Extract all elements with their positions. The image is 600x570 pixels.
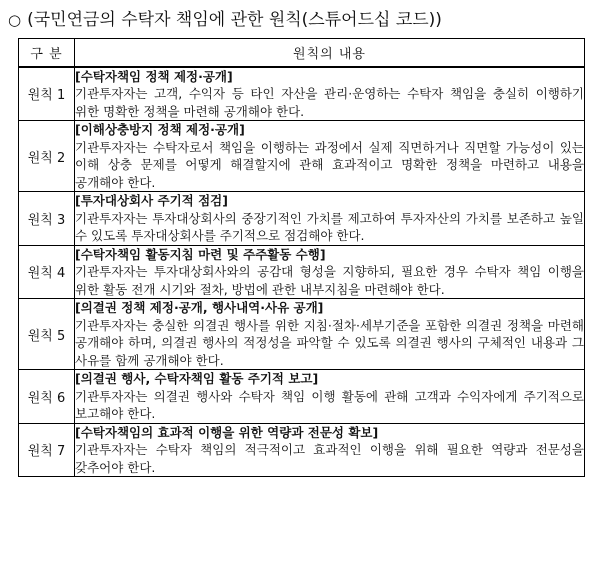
principle-body: 기관투자자는 충실한 의결권 행사를 위한 지침·절차·세부기준을 포함한 의결권 정책을 마련해 공개해야 하며, 의결권 행사의 적정성을 파악할 수 있도록 의결권 행사의 구체적인 내용과 그 사유를 함께 공개해야 한다. bbox=[75, 317, 584, 368]
principle-content bbox=[75, 121, 585, 192]
principle-content bbox=[75, 370, 585, 424]
principle-content bbox=[75, 245, 585, 299]
principle-heading: [수탁자책임 정책 제정·공개] bbox=[75, 68, 233, 84]
table-row bbox=[19, 299, 585, 370]
principle-content bbox=[75, 423, 585, 477]
principle-heading: [수탁자책임의 효과적 이행을 위한 역량과 전문성 확보] bbox=[75, 424, 379, 440]
document-title bbox=[8, 6, 442, 34]
principle-label: 원칙 2 bbox=[19, 121, 75, 192]
principle-heading: [수탁자책임 활동지침 마련 및 주주활동 수행] bbox=[75, 246, 326, 262]
principle-heading: [이해상충방지 정책 제정·공개] bbox=[75, 122, 245, 137]
principle-label: 원칙 6 bbox=[19, 370, 75, 424]
principle-heading: [투자대상회사 주기적 점검] bbox=[75, 193, 228, 208]
principle-content bbox=[75, 299, 585, 370]
principle-body: 기관투자자는 의결권 행사와 수탁자 책임 이행 활동에 관해 고객과 수익자에게 주기적으로 보고해야 한다. bbox=[75, 388, 584, 421]
bullet-icon: ○ bbox=[8, 11, 22, 29]
table-header-row bbox=[19, 39, 585, 67]
principle-body: 기관투자자는 수탁자 책임의 적극적이고 효과적인 이행을 위해 필요한 역량과 전문성을 갖추어야 한다. bbox=[75, 442, 584, 475]
table-row bbox=[19, 192, 585, 246]
table-row bbox=[19, 423, 585, 477]
principle-body: 기관투자자는 투자대상회사의 중장기적인 가치를 제고하여 투자자산의 가치를 보존하고 높일 수 있도록 투자대상회사를 주기적으로 점검해야 한다. bbox=[75, 210, 584, 243]
header-category: 구 분 bbox=[19, 39, 75, 67]
principle-body: 기관투자자는 고객, 수익자 등 타인 자산을 관리·운영하는 수탁자 책임을 충실히 이행하기 위한 명확한 정책을 마련해 공개해야 한다. bbox=[75, 86, 584, 119]
table-row bbox=[19, 370, 585, 424]
principle-body: 기관투자자는 수탁자로서 책임을 이행하는 과정에서 실제 직면하거나 직면할 가능성이 있는 이해 상충 문제를 어떻게 해결할지에 관해 효과적이고 명확한 정책을 마련하고 내용을 공개해야 한다. bbox=[75, 139, 584, 190]
title-text: (국민연금의 수탁자 책임에 관한 원칙(스튜어드십 코드)) bbox=[27, 10, 442, 30]
principle-label: 원칙 7 bbox=[19, 423, 75, 477]
principle-label: 원칙 3 bbox=[19, 192, 75, 246]
header-content: 원칙의 내용 bbox=[75, 39, 585, 67]
principle-label: 원칙 1 bbox=[19, 67, 75, 121]
principle-heading: [의결권 행사, 수탁자책임 활동 주기적 보고] bbox=[75, 371, 319, 386]
principle-heading: [의결권 정책 제정·공개, 행사내역·사유 공개] bbox=[75, 300, 324, 315]
principle-label: 원칙 5 bbox=[19, 299, 75, 370]
table-row bbox=[19, 121, 585, 192]
table-row bbox=[19, 245, 585, 299]
principle-content bbox=[75, 67, 585, 121]
table-row bbox=[19, 67, 585, 121]
principles-table bbox=[18, 38, 585, 477]
principle-body: 기관투자자는 투자대상회사와의 공감대 형성을 지향하되, 필요한 경우 수탁자 책임 이행을 위한 활동 전개 시기와 절차, 방법에 관한 내부지침을 마련해야 한다. bbox=[75, 264, 584, 297]
principle-label: 원칙 4 bbox=[19, 245, 75, 299]
principle-content bbox=[75, 192, 585, 246]
